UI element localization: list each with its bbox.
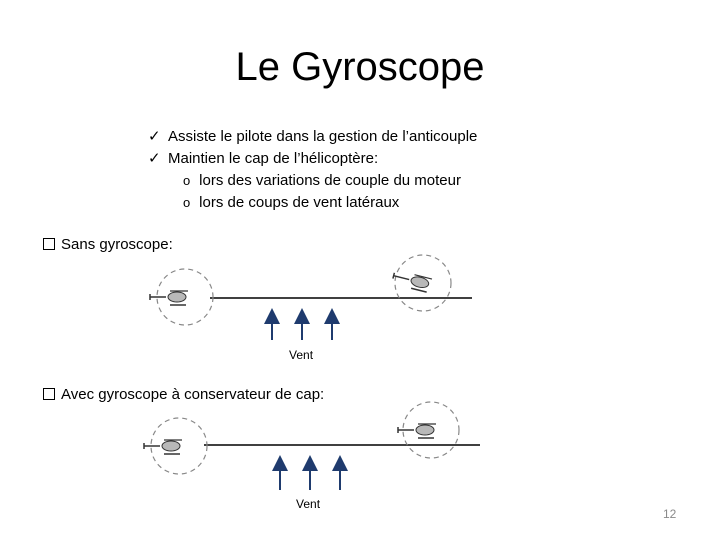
page-number: 12 [663, 507, 677, 521]
vent-label: Vent [289, 348, 314, 362]
helicopter-icon [144, 440, 182, 454]
bullet-text-3: de l’ [377, 128, 409, 145]
bullet-text-2: cap [244, 150, 269, 167]
bullet-text-1: Maintien le [168, 150, 245, 167]
check-icon: ✓ [148, 150, 161, 167]
diagram-avec-gyroscope [144, 402, 480, 490]
section-label: Sans gyroscope: [61, 236, 173, 253]
bullet-text-3: de l’hélicoptère: [268, 150, 379, 167]
sub-bullet-text: lors des variations de couple du moteur [199, 172, 461, 189]
sub-bullet-text: lors de coups de vent latéraux [199, 194, 400, 211]
helicopter-icon [392, 270, 432, 293]
section-label: Avec gyroscope à conservateur de cap: [61, 386, 325, 403]
bullet-text-2: gestion [328, 128, 378, 145]
check-icon: ✓ [148, 128, 161, 145]
circle-bullet-icon: o [183, 173, 191, 188]
helicopter-icon [150, 291, 188, 305]
bullet-text-1: Assiste le pilote dans la [168, 128, 329, 145]
circle-bullet-icon: o [183, 195, 191, 210]
vent-label: Vent [296, 497, 321, 511]
bullet-text-4: anticouple [408, 128, 478, 145]
diagram-sans-gyroscope [150, 255, 472, 340]
slide-title: Le Gyroscope [235, 45, 485, 89]
